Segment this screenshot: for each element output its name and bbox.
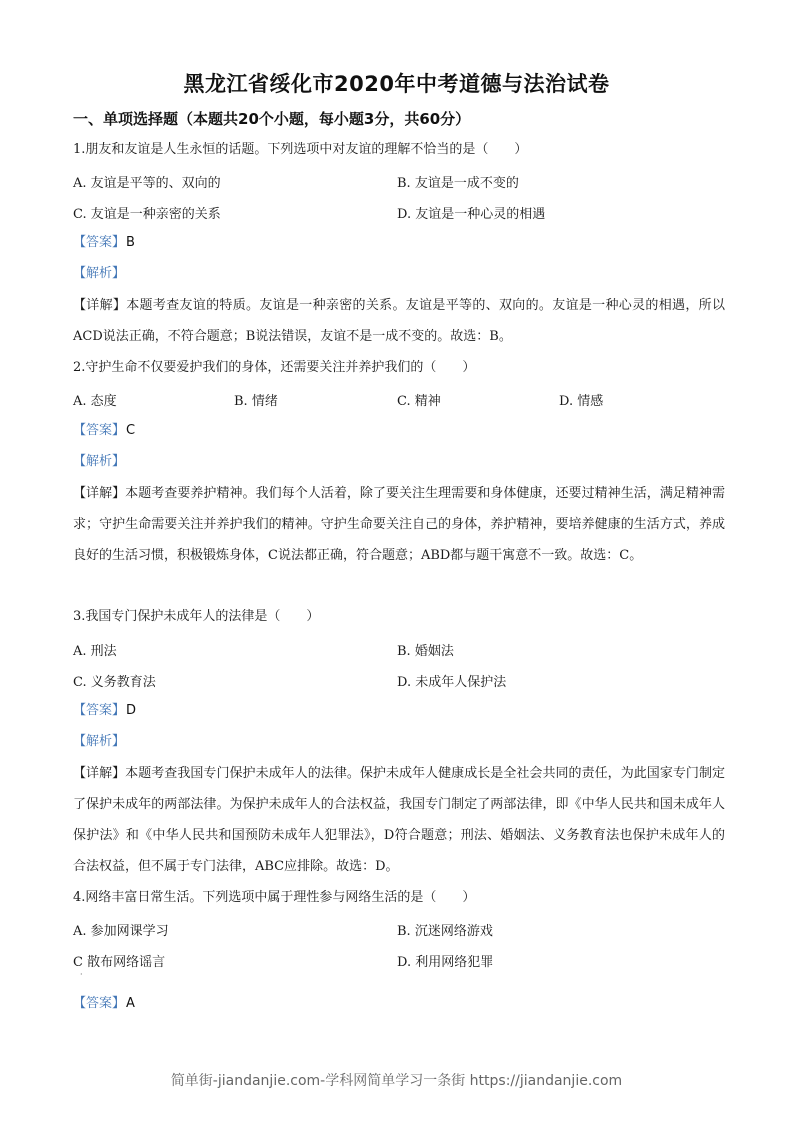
option-letter: A. — [73, 394, 87, 409]
option-text: 义务教育法 — [90, 675, 156, 690]
question-3-detail — [73, 758, 725, 882]
question-1-option-b — [397, 172, 519, 191]
question-4-option-c — [73, 951, 165, 970]
option-text: 友谊是一种亲密的关系 — [90, 207, 221, 222]
answer-value: D — [126, 703, 137, 718]
question-2-analysis-label — [73, 453, 125, 471]
answer-label: 【答案】 — [73, 703, 126, 718]
question-4-stem: 4.网络丰富日常生活。下列选项中属于理性参与网络生活的是（ ） — [73, 890, 476, 905]
option-letter: B. — [397, 644, 411, 659]
option-text: 友谊是平等的、双向的 — [90, 176, 221, 191]
question-3-option-a — [73, 640, 117, 659]
question-2-option-c — [397, 390, 441, 409]
option-text: 情感 — [577, 394, 604, 409]
question-2-stem: 2.守护生命不仅要爱护我们的身体，还需要关注并养护我们的（ ） — [73, 360, 476, 375]
option-text: 利用网络犯罪 — [415, 955, 494, 970]
option-letter: A. — [73, 644, 87, 659]
answer-value: B — [126, 235, 135, 250]
question-1-option-c — [73, 203, 221, 222]
question-1-option-d — [397, 203, 545, 222]
option-text: 精神 — [414, 394, 441, 409]
question-3-analysis-label — [73, 733, 125, 751]
option-text: 散布网络谣言 — [87, 955, 166, 970]
option-text: 情绪 — [251, 394, 278, 409]
detail-text: 本题考查我国专门保护未成年人的法律。保护未成年人健康成长是全社会共同的责任，为此国家专门制定了保护未成年的两部法律。为保护未成年人的合法权益，我国专门制定了两部法律，即《中华人民共和国未成年人保护法》和《中华人民共和国预防未成年人犯罪法》，D符合题意；刑法、婚姻法、义务教育法也保护未成年人的合法权益，但不属于专门法律，ABC应排除。故选：D。 — [73, 766, 725, 874]
option-letter: A. — [73, 924, 87, 939]
analysis-label: 【解析】 — [73, 734, 126, 749]
analysis-label: 【解析】 — [73, 266, 126, 281]
detail-label: 【详解】 — [73, 766, 126, 781]
question-3-option-c — [73, 671, 156, 690]
answer-label: 【答案】 — [73, 996, 126, 1011]
question-3-option-b — [397, 640, 454, 659]
detail-text: 本题考查友谊的特质。友谊是一种亲密的关系。友谊是平等的、双向的。友谊是一种心灵的相遇，所以ACD说法正确，不符合题意；B说法错误，友谊不是一成不变的。故选：B。 — [73, 298, 725, 344]
question-1-option-a — [73, 172, 221, 191]
question-1-detail — [73, 290, 725, 352]
question-4-answer — [73, 995, 135, 1013]
option-text: 沉迷网络游戏 — [414, 924, 493, 939]
question-1-analysis-label — [73, 265, 125, 283]
question-2-answer — [73, 422, 135, 440]
option-letter: D. — [397, 955, 412, 970]
question-1-answer — [73, 234, 135, 252]
option-letter: D. — [397, 207, 412, 222]
option-letter: B. — [397, 924, 411, 939]
option-text: 参加网课学习 — [90, 924, 169, 939]
option-letter: B. — [234, 394, 248, 409]
section-heading: 一、单项选择题（本题共20个小题，每小题3分，共60分） — [73, 110, 471, 128]
question-3-option-d — [397, 671, 506, 690]
detail-text: 本题考查要养护精神。我们每个人活着，除了要关注生理需要和身体健康，还要过精神生活，满足精神需求；守护生命需要关注并养护我们的精神。守护生命要关注自己的身体，养护精神，要培养健康的生活方式，养成良好的生活习惯，积极锻炼身体，C说法都正确，符合题意；ABD都与题干寓意不一致。故选：C。 — [73, 486, 725, 563]
option-text: 态度 — [90, 394, 117, 409]
question-2-option-d — [559, 390, 603, 409]
option-letter: D. — [559, 394, 574, 409]
option-letter: C — [73, 955, 83, 970]
detail-label: 【详解】 — [73, 486, 126, 501]
option-text: 婚姻法 — [414, 644, 454, 659]
analysis-label: 【解析】 — [73, 454, 126, 469]
option-text: 刑法 — [90, 644, 117, 659]
option-letter: C. — [397, 394, 411, 409]
option-letter: A. — [73, 176, 87, 191]
question-1-stem: 1.朋友和友谊是人生永恒的话题。下列选项中对友谊的理解不恰当的是（ ） — [73, 142, 528, 157]
option-text: 友谊是一种心灵的相遇 — [415, 207, 546, 222]
question-4-option-b — [397, 920, 493, 939]
question-3-stem: 3.我国专门保护未成年人的法律是（ ） — [73, 609, 320, 624]
question-2-detail — [73, 478, 725, 571]
option-text: 友谊是一成不变的 — [414, 176, 519, 191]
option-letter: C. — [73, 207, 87, 222]
question-4-option-a — [73, 920, 169, 939]
detail-label: 【详解】 — [73, 298, 127, 313]
question-2-option-a — [73, 390, 117, 409]
question-2-option-b — [234, 390, 278, 409]
question-4-option-d — [397, 951, 493, 970]
answer-value: A — [126, 996, 135, 1011]
option-letter: D. — [397, 675, 412, 690]
stray-mark: · — [80, 970, 83, 979]
answer-label: 【答案】 — [73, 235, 126, 250]
page-title: 黑龙江省绥化市2020年中考道德与法治试卷 — [183, 72, 610, 96]
option-letter: C. — [73, 675, 87, 690]
answer-label: 【答案】 — [73, 423, 126, 438]
question-3-answer — [73, 702, 136, 720]
footer-watermark: 简单街-jiandanjie.com-学科网简单学习一条街 https://jiandanjie.com — [170, 1073, 623, 1089]
option-letter: B. — [397, 176, 411, 191]
answer-value: C — [126, 423, 136, 438]
option-text: 未成年人保护法 — [415, 675, 507, 690]
